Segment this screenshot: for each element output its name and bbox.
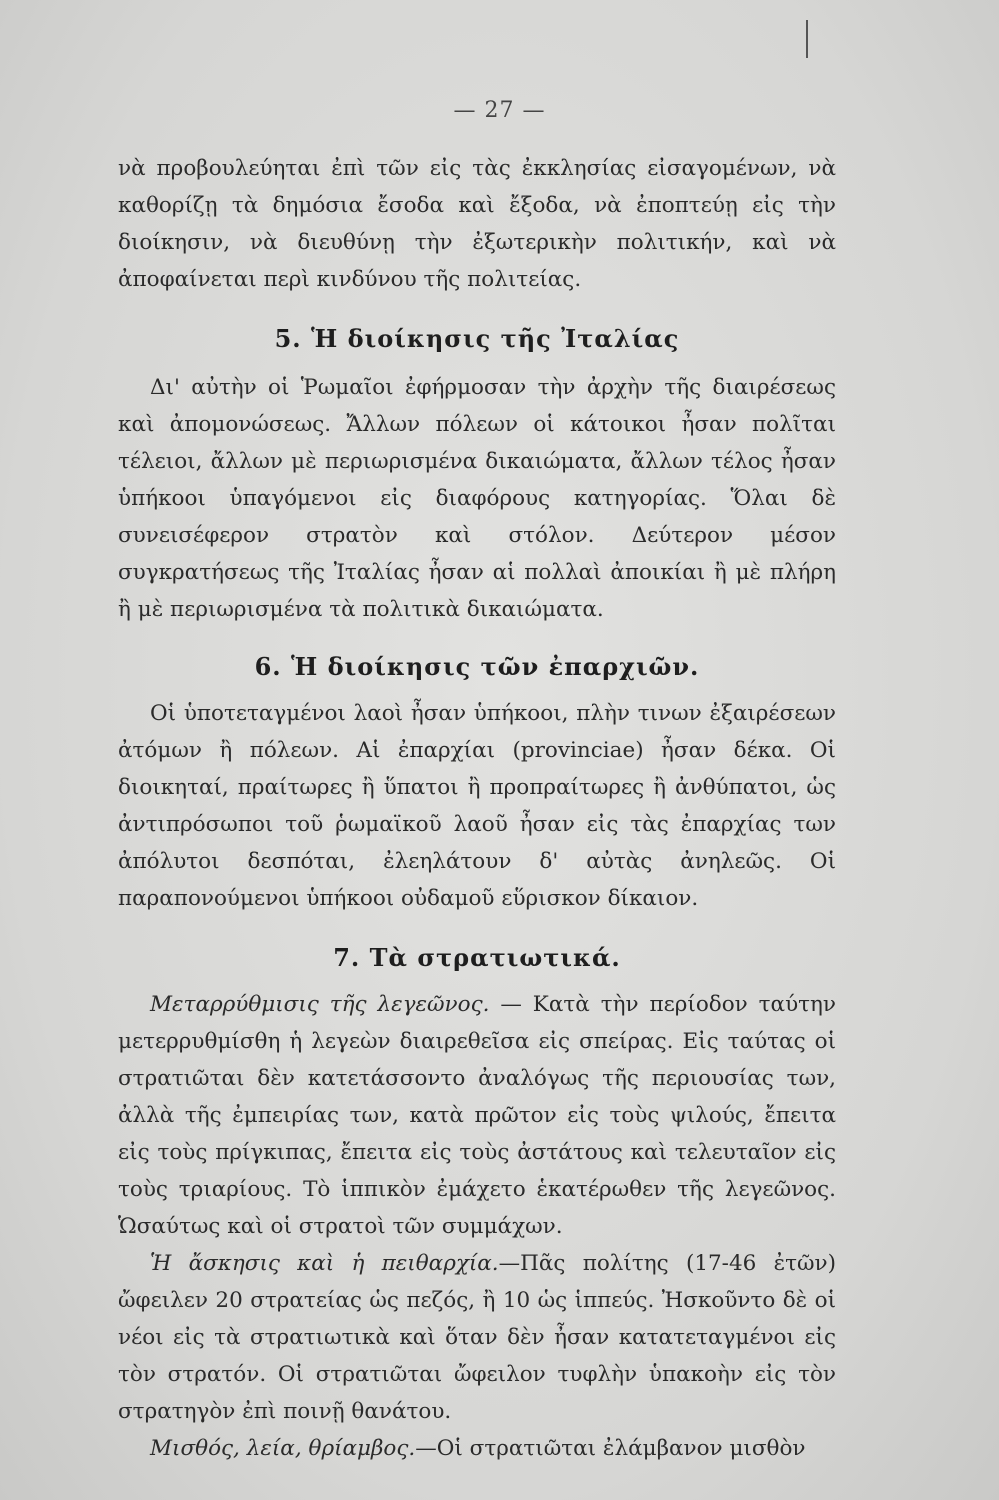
page-body bbox=[118, 150, 836, 1467]
section-5-heading: 5. Ἡ διοίκησις τῆς Ἰταλίας bbox=[274, 324, 680, 353]
pay-title: Μισθός, λεία, θρίαμβος. bbox=[150, 1436, 416, 1461]
intro-paragraph: νὰ προβουλεύηται ἐπὶ τῶν εἰς τὰς ἐκκλησίας εἰσαγομένων, νὰ καθορίζῃ τὰ δημόσια ἔσοδα καὶ ἔξοδα, νὰ ἐποπτεύῃ εἰς τὴν διοίκησιν, νὰ διευθύνῃ τὴν ἐξωτερικὴν πολιτικήν, καὶ νὰ ἀποφαίνεται περὶ κινδύνου τῆς πολιτείας. bbox=[118, 156, 836, 292]
pay-text: —Οἱ στρατιῶται ἐλάμβανον μισθὸν bbox=[415, 1436, 806, 1461]
discipline-title: Ἡ ἄσκησις καὶ ἡ πειθαρχία. bbox=[150, 1251, 499, 1276]
section-6-paragraph: Οἱ ὑποτεταγμένοι λαοὶ ἦσαν ὑπήκοοι, πλὴν τινων ἐξαιρέσεων ἀτόμων ἢ πόλεων. Αἱ ἐπαρχίαι (provinciae) ἦσαν δέκα. Οἱ διοικηταί, πραίτωρες ἢ ὕπατοι ἢ προπραίτωρες ἢ ἀνθύπατοι, ὡς ἀντιπρόσωποι τοῦ ῥωμαϊκοῦ λαοῦ ἦσαν εἰς τὰς ἐπαρχίας των ἀπόλυτοι δεσπόται, ἐλεηλάτουν δ' αὐτὰς ἀνηλεῶς. Οἱ παραπονούμενοι ὑπήκοοι οὐδαμοῦ εὕρισκον δίκαιον. bbox=[118, 701, 836, 911]
section-7-paragraph-pay bbox=[118, 1430, 836, 1467]
section-6-heading: 6. Ἡ διοίκησις τῶν ἐπαρχιῶν. bbox=[254, 652, 700, 681]
scan-mark bbox=[806, 20, 808, 58]
legion-reform-text: — Κατὰ τὴν περίοδον ταύτην μετερρυθμίσθη ἡ λεγεὼν διαιρεθεῖσα εἰς σπείρας. Εἰς ταύτας οἱ στρατιῶται δὲν κατετάσσοντο ἀναλόγως τῆς περιουσίας των, ἀλλὰ τῆς ἐμπειρίας των, κατὰ πρῶτον εἰς τοὺς ψιλούς, ἔπειτα εἰς τοὺς πρίγκιπας, ἔπειτα εἰς τοὺς ἀστάτους καὶ τελευταῖον εἰς τοὺς τριαρίους. Τὸ ἱππικὸν ἐμάχετο ἑκατέρωθεν τῆς λεγεῶνος. Ὡσαύτως καὶ οἱ στρατοὶ τῶν συμμάχων. bbox=[118, 992, 836, 1239]
section-5-paragraph: Δι' αὐτὴν οἱ Ῥωμαῖοι ἐφήρμοσαν τὴν ἀρχὴν τῆς διαιρέσεως καὶ ἀπομονώσεως. Ἄλλων πόλεων οἱ κάτοικοι ἦσαν πολῖται τέλειοι, ἄλλων μὲ περιωρισμένα δικαιώματα, ἄλλων τέλος ἦσαν ὑπήκοοι ὑπαγόμενοι εἰς διαφόρους κατηγορίας. Ὅλαι δὲ συνεισέφερον στρατὸν καὶ στόλον. Δεύτερον μέσον συγκρατήσεως τῆς Ἰταλίας ἦσαν αἱ πολλαὶ ἀποικίαι ἢ μὲ πλήρη ἢ μὲ περιωρισμένα τὰ πολιτικὰ δικαιώματα. bbox=[118, 375, 836, 622]
section-7-heading: 7. Τὰ στρατιωτικά. bbox=[333, 943, 621, 972]
section-7-paragraph-discipline bbox=[118, 1245, 836, 1430]
discipline-text: —Πᾶς πολίτης (17-46 ἐτῶν) ὤφειλεν 20 στρατείας ὡς πεζός, ἢ 10 ὡς ἱππεύς. Ἠσκοῦντο δὲ οἱ νέοι εἰς τὰ στρατιωτικὰ καὶ ὅταν δὲν ἦσαν κατατεταγμένοι εἰς τὸν στρατόν. Οἱ στρατιῶται ὤφειλον τυφλὴν ὑπακοὴν εἰς τὸν στρατηγὸν ἐπὶ ποινῇ θανάτου. bbox=[118, 1251, 836, 1424]
section-7-paragraph-legion bbox=[118, 986, 836, 1245]
legion-reform-title: Μεταρρύθμισις τῆς λεγεῶνος. bbox=[150, 992, 490, 1017]
page-number: — 27 — bbox=[453, 98, 546, 123]
